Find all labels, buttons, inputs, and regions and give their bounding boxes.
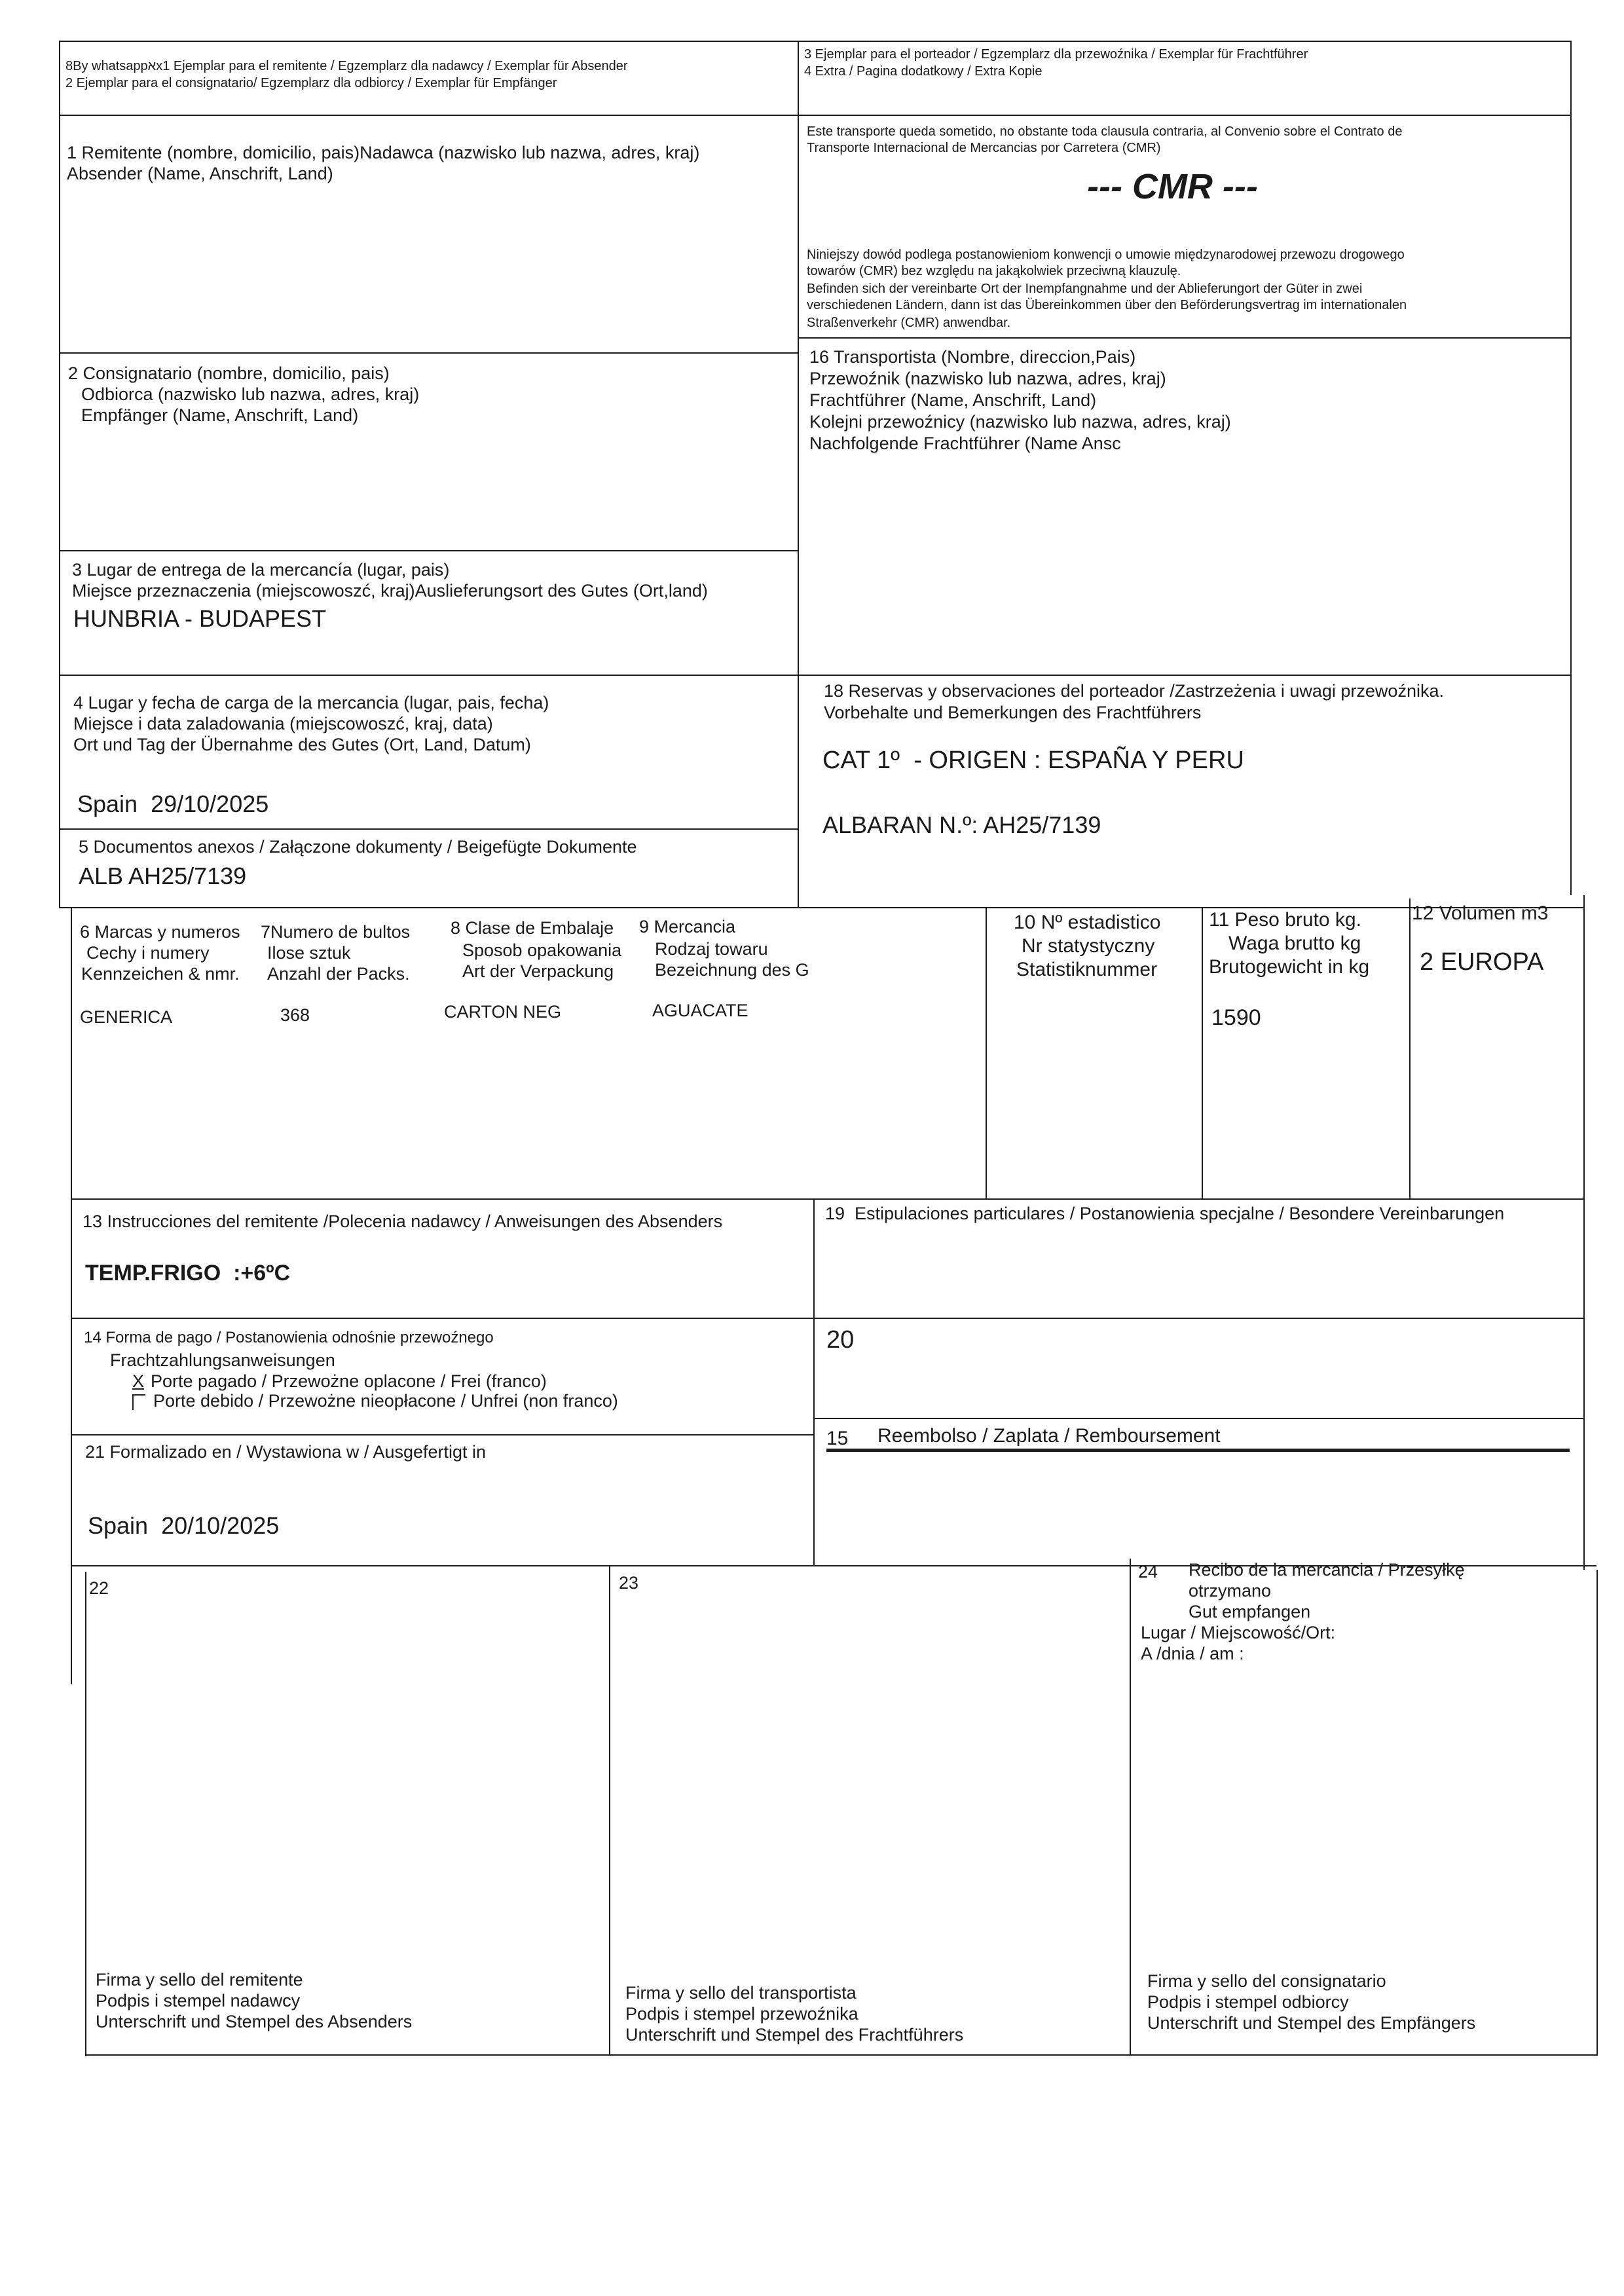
frame-left-lower [71,908,72,1684]
box13-label: 13 Instrucciones del remitente /Polecenia nadawcy / Anweisungen des Absenders [83,1212,723,1231]
box14-label-line1: 14 Forma de pago / Postanowienia odnośnie przewoźnego [84,1329,494,1346]
sig-divider-2 [1130,1559,1131,2054]
box16-label-line5: Nachfolgende Frachtführer (Name Ansc [809,434,1121,453]
box19-value: 20 [826,1326,855,1354]
box1-label-line2: Absender (Name, Anschrift, Land) [67,164,333,183]
rule-box3 [59,675,1570,676]
box24-place-label: Lugar / Miejscowość/Ort: [1141,1623,1336,1642]
box24-date-label: A /dnia / am : [1141,1644,1244,1663]
box22-sig-line2: Podpis i stempel nadawcy [96,1991,301,2010]
rule-box1 [59,352,799,354]
box19-label: 19 Estipulaciones particulares / Postanowienia specjalne / Besondere Vereinbarungen [825,1204,1505,1223]
box16-label-line4: Kolejni przewoźnicy (nazwisko lub nazwa, adres, kraj) [809,412,1231,432]
gross-weight-value: 1590 [1211,1005,1261,1030]
box4-label-line2: Miejsce i data zaladowania (miejscowoszć, kraj, data) [73,714,493,733]
col7-header-line3: Anzahl der Packs. [267,964,410,984]
frame-right-bottom [1596,1570,1598,2054]
rule-box4 [59,828,799,830]
center-divider-lower [813,1198,815,1565]
rule-box14 [71,1434,813,1435]
unpaid-checkbox [132,1394,145,1410]
center-divider-upper [798,41,799,908]
frame-right-lower [1583,895,1585,1570]
col11-header-line3: Brutogewicht in kg [1209,956,1370,978]
convention-line2: Transporte Internacional de Mercancias por Carretera (CMR) [807,141,1161,155]
col9-header-line3: Bezeichnung des G [655,960,809,980]
box5-label: 5 Documentos anexos / Załączone dokumenty / Beigefügte Dokumente [79,837,637,857]
attached-documents-value: ALB AH25/7139 [79,862,247,889]
box23-sig-line1: Firma y sello del transportista [625,1983,857,2003]
box16-label-line1: 16 Transportista (Nombre, direccion,Pais) [809,347,1136,367]
convention-pl-line1: Niniejszy dowód podlega postanowieniom konwencji o umowie międzynarodowej przewozu drogowego [807,248,1405,262]
box22-sig-line1: Firma y sello del remitente [96,1970,303,1990]
cmr-title: --- CMR --- [1087,167,1258,206]
unpaid-label: Porte debido / Przewożne nieopłacone / Unfrei (non franco) [153,1391,618,1411]
box23-number: 23 [619,1573,639,1593]
col10-header-line2: Nr statystyczny [1022,935,1155,957]
col8-header-line3: Art der Verpackung [462,961,614,981]
box3-label-line2: Miejsce przeznaczenia (miejscowoszć, kraj)Auslieferungsort des Gutes (Ort,land) [72,581,708,601]
box18-value-albaran: ALBARAN N.º: AH25/7139 [822,811,1101,838]
box15-number: 15 [826,1428,849,1449]
box18-label-line2: Vorbehalte und Bemerkungen des Frachtführers [824,703,1202,722]
convention-line1: Este transporte queda sometido, no obstante toda clausula contraria, al Convenio sobre el Contrato de [807,124,1403,139]
goods-divider-11 [1202,907,1203,1198]
frame-bottom [85,2054,1598,2056]
rule-goods-top [59,907,1583,908]
box15-label: Reembolso / Zaplata / Remboursement [877,1425,1221,1447]
box21-label: 21 Formalizado en / Wystawiona w / Ausgefertigt in [85,1442,487,1462]
rule-goods-bottom [71,1198,1583,1200]
box24-sig-line3: Unterschrift und Stempel des Empfängers [1147,2013,1476,2033]
copies-right-line1: 3 Ejemplar para el porteador / Egzemplarz dla przewoźnika / Exemplar für Frachtführer [804,47,1308,62]
frame-right [1570,41,1572,895]
box3-label-line1: 3 Lugar de entrega de la mercancía (lugar, pais) [72,560,450,580]
col8-header-line1: 8 Clase de Embalaje [451,918,614,938]
col10-header-line3: Statistiknummer [1016,959,1158,980]
box18-value-origin: CAT 1º - ORIGEN : ESPAÑA Y PERU [822,747,1244,774]
loading-place-date-value: Spain 29/10/2025 [77,790,269,817]
col12-header: 12 Volumen m3 [1412,902,1549,924]
col9-header-line2: Rodzaj towaru [655,939,768,959]
goods-description-value: AGUACATE [652,1001,748,1020]
box22-number: 22 [89,1578,109,1598]
marks-value: GENERICA [80,1007,173,1027]
paid-label: Porte pagado / Przewożne oplacone / Frei (franco) [151,1371,547,1391]
box4-label-line3: Ort und Tag der Übernahme des Gutes (Ort, Land, Datum) [73,735,531,754]
frame-left [59,41,60,908]
box24-number: 24 [1138,1562,1158,1582]
payment-unpaid-option [132,1391,618,1411]
goods-divider-10 [986,907,987,1198]
rule-convention [798,337,1570,339]
goods-divider-12 [1409,898,1411,1198]
payment-paid-option [132,1371,547,1391]
convention-de-line1: Befinden sich der vereinbarte Ort der Inempfangnahme und der Ablieferungort der Güter in zwei [807,282,1363,296]
col7-header-line1: 7Numero de bultos [261,922,411,942]
rule-box19 [813,1418,1583,1419]
box23-sig-line3: Unterschrift und Stempel des Frachtführers [625,2025,964,2045]
delivery-place-value: HUNBRIA - BUDAPEST [73,605,327,632]
box24-sig-line2: Podpis i stempel odbiorcy [1147,1992,1349,2012]
col6-header-line2: Cechy i numery [86,943,210,963]
convention-pl-line2: towarów (CMR) bez względu na jakąkolwiek przeciwną klauzulę. [807,264,1181,278]
box2-label-line2: Odbiorca (nazwisko lub nazwa, adres, kraj) [81,384,420,404]
sig-divider-1 [609,1565,610,2054]
box14-label-line2: Frachtzahlungsanweisungen [110,1350,335,1370]
box24-sig-line1: Firma y sello del consignatario [1147,1971,1386,1991]
convention-de-line2: verschiedenen Ländern, dann ist das Übereinkommen über den Beförderungsvertrag im internationalen [807,298,1407,312]
box24-label-line1: Recibo de la mercancia / Przesyłkę [1189,1560,1465,1580]
convention-de-line3: Straßenverkehr (CMR) anwendbar. [807,316,1011,330]
box23-sig-line2: Podpis i stempel przewoźnika [625,2004,858,2024]
col7-header-line2: Ilose sztuk [267,943,351,963]
col8-header-line2: Sposob opakowania [462,940,622,960]
box2-label-line1: 2 Consignatario (nombre, domicilio, pais) [68,363,390,383]
box24-label-line2: otrzymano [1189,1581,1272,1601]
frame-left-bottom [85,1572,86,2056]
temperature-value: TEMP.FRIGO :+6ºC [85,1261,291,1286]
col10-header-line1: 10 Nº estadistico [1014,912,1161,933]
box4-label-line1: 4 Lugar y fecha de carga de la mercancia (lugar, pais, fecha) [73,693,549,713]
col11-header-line1: 11 Peso bruto kg. [1209,909,1361,931]
box24-label-line3: Gut empfangen [1189,1602,1311,1621]
copies-left-line2: 2 Ejemplar para el consignatario/ Egzemplarz dla odbiorcy / Exemplar für Empfänger [65,76,557,90]
col6-header-line1: 6 Marcas y numeros [80,922,240,942]
box1-label-line1: 1 Remitente (nombre, domicilio, pais)Nadawca (nazwisko lub nazwa, adres, kraj) [67,143,700,162]
volume-value: 2 EUROPA [1420,948,1544,976]
frame-top [59,41,1570,42]
packs-value: 368 [280,1005,310,1025]
col11-header-line2: Waga brutto kg [1228,933,1361,954]
paid-checkmark: X [132,1371,145,1391]
rule-header [59,115,1570,116]
issued-place-date-value: Spain 20/10/2025 [88,1512,280,1539]
rule-box15-underline [826,1449,1570,1452]
box16-label-line2: Przewoźnik (nazwisko lub nazwa, adres, kraj) [809,369,1166,388]
box18-label-line1: 18 Reservas y observaciones del porteador /Zastrzeżenia i uwagi przewoźnika. [824,681,1444,701]
box2-label-line3: Empfänger (Name, Anschrift, Land) [81,405,359,425]
box22-sig-line3: Unterschrift und Stempel des Absenders [96,2012,413,2031]
rule-box13 [71,1318,1583,1319]
rule-box2 [59,550,799,551]
packaging-value: CARTON NEG [444,1002,562,1022]
box16-label-line3: Frachtführer (Name, Anschrift, Land) [809,390,1097,410]
col9-header-line1: 9 Mercancia [639,917,736,936]
copies-right-line2: 4 Extra / Pagina dodatkowy / Extra Kopie [804,64,1043,79]
copies-left-line1: 8By whatsappאx1 Ejemplar para el remitente / Egzemplarz dla nadawcy / Exemplar für Absender [65,59,628,73]
col6-header-line3: Kennzeichen & nmr. [81,964,240,984]
